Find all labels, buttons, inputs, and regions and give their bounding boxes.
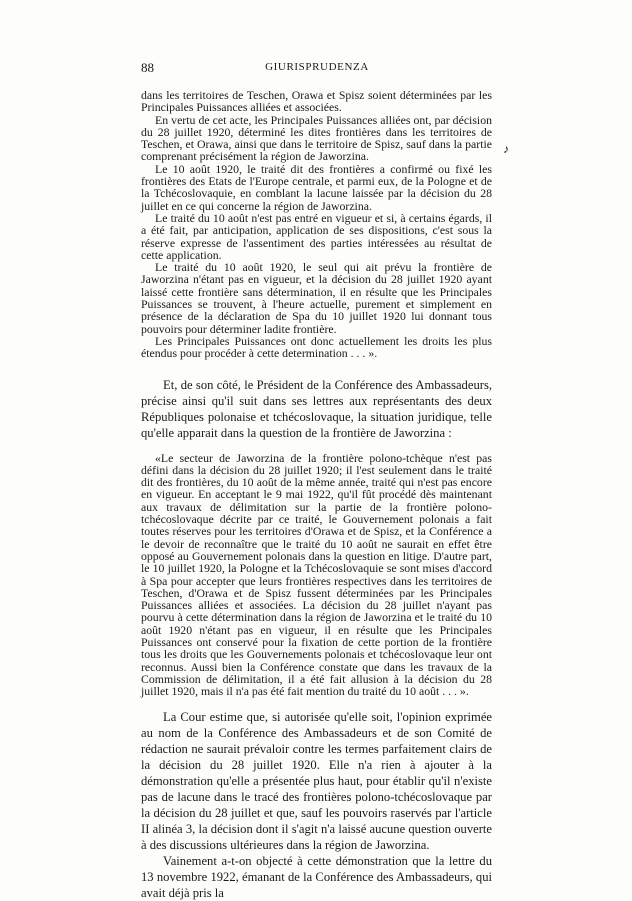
paragraph-vertu: En vertu de cet acte, les Principales Puissances alliées ont, par décision du 28 juillet 1920, déterminé les dites frontières dans les territoires de Teschen, et Orawa, ainsi que dans le territoire de Spisz, sauf dans la partie comprenant précisément la région de Jaworzina.: [141, 112, 492, 164]
paragraph-vainement: Vainement a-t-on objecté à cette démonstration que la lettre du 13 novembre 1922, émanant de la Conférence des Ambassadeurs, qui avait déjà pris la: [141, 854, 492, 901]
page-header: [141, 60, 493, 80]
paragraph-secteur-text: «Le secteur de Jaworzina de la frontière polono-tchèque n'est pas défini dans la décision du 28 juillet 1920; il l'est seulement dans le traité dit des frontières, du 10 août de la même année, traité qui n'est pas encore en vigueur. En acceptant le 9 mai 1922, qu'il fût procédé dès maintenant aux travaux de délimitation sur la partie de la frontière polono-tchécoslovaque décrite par ce traité, le Gouvernement polonais a fait toutes réserves pour les territoires d'Orawa et de Spisz, et la Conférence a le devoir de reconnaître que le traité du 10 août ne saurait en effet être opposé au Gouvernement polonais dans la question en litige. D'autre part, le 10 juillet 1920, la Pologne et la Tchécoslovaquie se sont mises d'accord à Spa pour accepter que leurs frontières respectives dans les territoires de Teschen, d'Orawa et de Spisz fussent déterminées par les Principales Puissances alliées et associées. La décision du 28 juillet n'ayant pas pourvu à cette détermination dans la région de Jaworzina et le traité du 10 août 1920 n'étant pas en vigueur, il en résulte que les Principales Puissances ont conservé pour la fixation de cette portion de la frontière tous les droits que les Gouvernements polonais et tchécoslovaque leur ont reconnus. Aussi bien la Conférence constate que dans les travaux de la Commission de délimitation, il a été fait allusion à la décision du 28 juillet 1920, mais il n'a pas été fait mention du traité du 10 août . . . ».: [141, 450, 492, 699]
paragraph-cour: La Cour estime que, si autorisée qu'elle soit, l'opinion exprimée au nom de la Conférence des Ambassadeurs et de son Comité de rédaction ne saurait prévaloir contre les termes parfaitement clairs de la décision du 28 juillet 1920. Elle n'a rien à ajouter à la démonstration qu'elle a présentée plus haut, pour établir qu'il n'existe pas de lacune dans le tracé des frontières polono-tchécoslovaque par la décision du 28 juillet et que, sauf les pouvoirs raservés par l'article II alinéa 3, la décision dont il s'agit n'a laissé aucune question ouverte à des discussions ultérieures dans la région de Jaworzina.: [141, 710, 492, 853]
paragraph-traite-vigueur: Le traité du 10 août n'est pas entré en vigueur et si, à certains égards, il a été fait, par anticipation, application de ses dispositions, c'est sous la réserve expresse de l'assentiment des parties intéressées au résultat de cette application.: [141, 210, 492, 262]
margin-mark: ♪: [503, 142, 509, 156]
page-number: 88: [141, 60, 154, 75]
paragraph-president: Et, de son côté, le Président de la Conférence des Ambassadeurs, précise ainsi qu'il suit dans ses lettres aux représentants des deux Républiques polonaise et tchécoslovaque, la situation juridique, telle qu'elle apparait dans la question de la frontière de Jaworzina :: [141, 377, 492, 440]
paragraph-secteur-quote: [141, 452, 492, 698]
paragraph-traite-jaworzina: Le traité du 10 août 1920, le seul qui ait prévu la frontière de Jaworzina n'étant pas en vigueur, et la décision du 28 juillet 1920 ayant laissé cette frontière sans détermination, il en résulte que les Principales Puissances se trouvent, à l'heure actuelle, purement et simplement en présence de la déclaration de Spa du 10 juillet 1920 lui donnant tous pouvoirs pour déterminer ladite frontière.: [141, 260, 492, 336]
paragraph-quote-continuation: dans les territoires de Teschen, Orawa et Spisz soient déterminées par les Principales Puissances alliées et associées.: [141, 88, 492, 115]
page-body: [141, 89, 492, 901]
running-title: GIURISPRUDENZA: [265, 61, 369, 73]
paragraph-10-aout: Le 10 août 1920, le traité dit des frontières a confirmé ou fixé les frontières des Etats de l'Europe centrale, et parmi eux, de la Pologne et de la Tchécoslovaquie, en comblant la lacune laissée par la décision du 28 juillet en ce qui concerne la région de Jaworzina.: [141, 161, 492, 213]
paragraph-droits: Les Principales Puissances ont donc actuellement les droits les plus étendus pour procéder à cette determination . . . ».: [141, 333, 492, 361]
